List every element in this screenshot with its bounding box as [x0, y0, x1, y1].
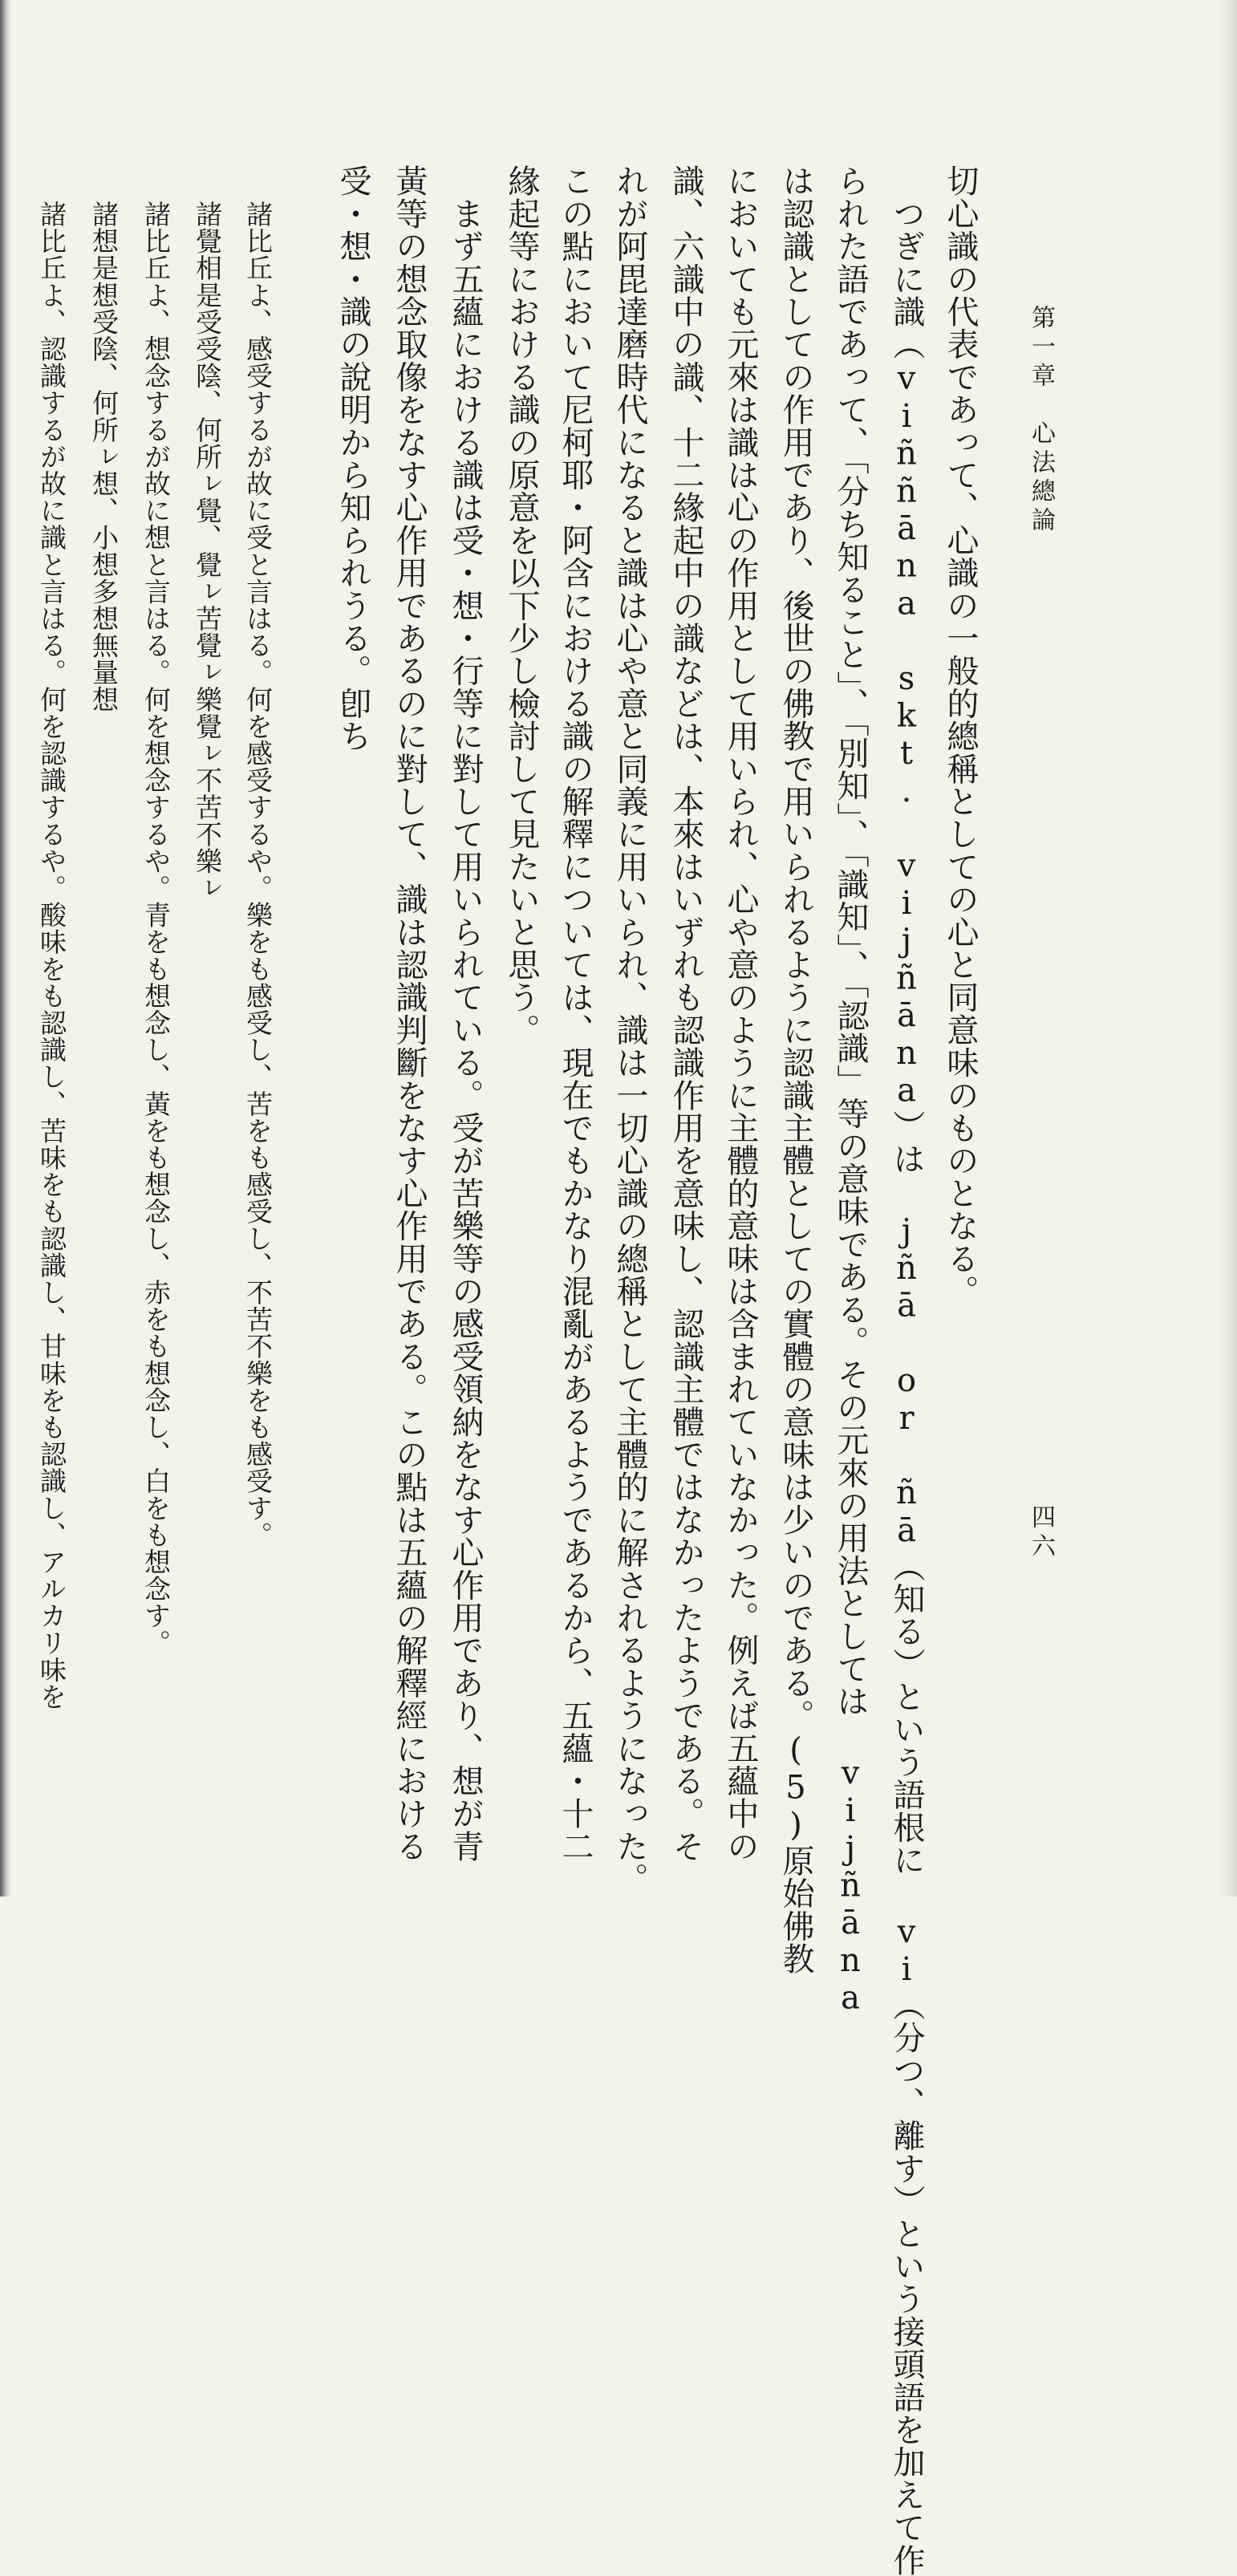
body-line-1: 切心識の代表であって、心識の一般的總稱としての心と同意味のものとなる。: [942, 164, 979, 1308]
page-number: 四六: [1027, 1504, 1055, 1562]
quote-line-2: 諸覺相是受受陰、何所ㇾ覺、覺ㇾ苦覺ㇾ樂覺ㇾ不苦不樂ㇾ: [192, 201, 223, 902]
body-line-9: 緣起等における識の原意を以下少し檢討して見たいと思う。: [503, 164, 540, 1046]
body-line-6: 識、六識中の識、十二緣起中の識などは、本來はいずれも認識作用を意味し、認識主體ではなかったようである。そ: [667, 164, 704, 1863]
quote-line-1: 諸比丘よ、感受するが故に受と言はる。何を感受するや。樂をも感受し、苦をも感受し、不苦不樂をも感受す。: [242, 201, 274, 1548]
scan-right-edge: [1221, 0, 1237, 1897]
running-header: 第一章 心法總論: [1027, 305, 1055, 536]
body-line-10: まず五蘊における識は受・想・行等に對して用いられている。受が苦樂等の感受領納をなす心作用であり、想が青: [447, 164, 484, 1863]
body-line-3: られた語であって、「分ち知ること」、「別知」、「識知」、「認識」等の意味である。その元來の用法としては vijñāna: [832, 164, 869, 2018]
body-line-8: この點において尼柯耶・阿含における識の解釋については、現在でもかなり混亂があるようであるから、五蘊・十二: [557, 164, 594, 1863]
body-line-11: 黃等の想念取像をなす心作用であるのに對して、識は認識判斷をなす心作用である。この點は五蘊の解釋經における: [391, 164, 428, 1863]
quote-line-3: 諸比丘よ、想念するが故に想と言はる。何を想念するや。青をも想念し、黃をも想念し、赤をも想念し、白をも想念す。: [140, 201, 172, 1657]
quote-line-5: 諸比丘よ、認識するが故に識と言はる。何を認識するや。酸味をも認識し、苦味をも認識し、甘味をも認識し、アルカリ味を: [36, 201, 67, 1710]
body-line-4: は認識としての作用であり、後世の佛教で用いられるように認識主體としての實體の意味は少いのである。(5)原始佛教: [777, 164, 814, 1975]
body-line-7: れが阿毘達磨時代になると識は心や意と同義に用いられ、識は一切心識の總稱として主體的に解されるようになった。: [611, 164, 648, 1896]
body-line-5: においても元來は識は心の作用として用いられ、心や意のように主體的意味は含まれていなかった。例えば五蘊中の: [722, 164, 759, 1863]
scan-left-edge: [0, 0, 11, 1897]
quote-line-4: 諸想是想受陰、何所ㇾ想、小想多想無量想: [88, 201, 120, 713]
body-line-2: つぎに識（viññāna skt. vijñāna）は jñā or ñā（知る）という語根に vi（分つ、離す）という接頭語を加えて作: [888, 164, 925, 2576]
body-line-12: 受・想・識の說明から知られうる。卽ち: [335, 164, 371, 753]
